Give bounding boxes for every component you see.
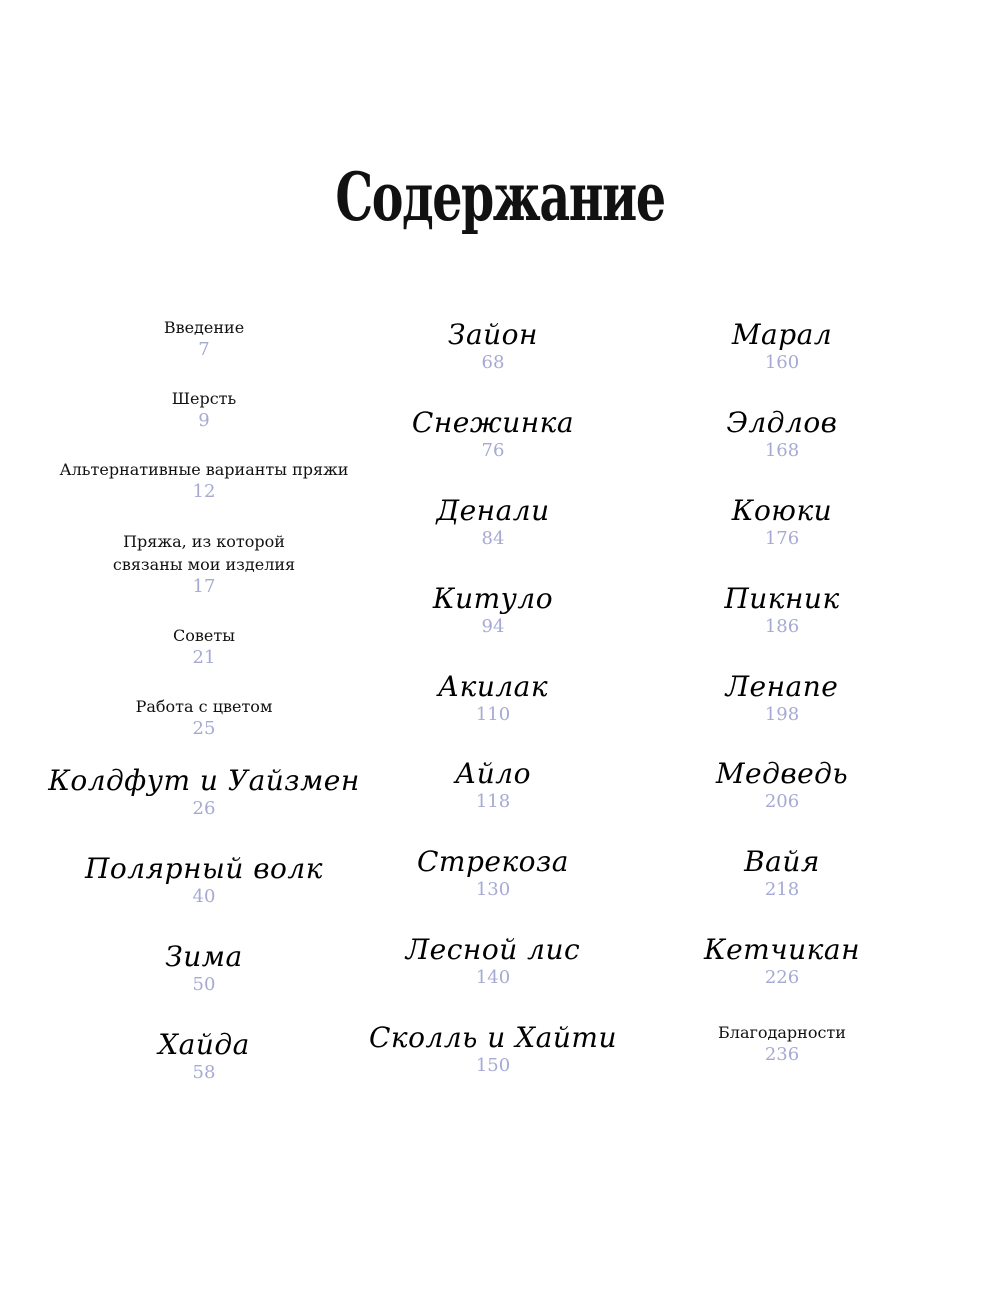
toc-entry-page: 236	[764, 1044, 800, 1065]
toc-entry-page: 118	[475, 791, 511, 812]
toc-entry[interactable]	[632, 406, 932, 462]
toc-entry-page: 226	[764, 967, 800, 988]
toc-entry-page: 17	[192, 576, 216, 597]
toc-entry[interactable]	[343, 406, 643, 462]
toc-entry-title: Лесной лис	[405, 933, 581, 966]
toc-entry[interactable]	[24, 764, 384, 820]
toc-entry-title: Китуло	[432, 582, 554, 615]
toc-entry-title: Колдфут и Уайзмен	[48, 764, 360, 797]
toc-entry[interactable]	[54, 316, 354, 361]
toc-entry[interactable]	[632, 670, 932, 726]
toc-entry-title: Пикник	[724, 582, 840, 615]
toc-entry-title: Айло	[455, 757, 531, 790]
toc-entry[interactable]	[343, 845, 643, 901]
toc-entry-page: 26	[192, 798, 216, 819]
toc-entry[interactable]	[632, 933, 932, 989]
toc-entry[interactable]	[54, 940, 354, 996]
toc-entry[interactable]	[632, 582, 932, 638]
toc-entry-title: Введение	[163, 318, 245, 337]
toc-entry-title: Акилак	[437, 670, 549, 703]
toc-entry-title: Кетчикан	[703, 933, 861, 966]
toc-entry-page: 25	[192, 718, 216, 739]
page-title: Содержание	[335, 158, 665, 236]
toc-entry-page: 94	[481, 616, 505, 637]
toc-entry-title: Ленапе	[725, 670, 839, 703]
toc-entry[interactable]	[632, 757, 932, 813]
toc-entry-page: 186	[764, 616, 800, 637]
toc-entry[interactable]	[54, 387, 354, 432]
toc-entry-page: 218	[764, 879, 800, 900]
toc-entry[interactable]	[632, 1021, 932, 1066]
toc-entry-page: 110	[475, 704, 511, 725]
toc-entry-title: Хайда	[158, 1028, 250, 1061]
toc-entry-title: Вайя	[744, 845, 820, 878]
toc-entry[interactable]	[104, 530, 304, 598]
toc-entry[interactable]	[343, 494, 643, 550]
toc-entry[interactable]	[54, 458, 354, 503]
toc-entry[interactable]	[632, 494, 932, 550]
toc-entry-page: 198	[764, 704, 800, 725]
toc-entry-title: Работа с цветом	[135, 697, 273, 716]
toc-entry[interactable]	[632, 845, 932, 901]
toc-entry-page: 140	[475, 967, 511, 988]
toc-entry-page: 21	[192, 647, 216, 668]
toc-entry-page: 168	[764, 440, 800, 461]
toc-entry-title: Пряжа, из которой связаны мои изделия	[112, 532, 296, 574]
toc-entry-title: Коюки	[731, 494, 833, 527]
toc-entry[interactable]	[54, 1028, 354, 1084]
toc-entry[interactable]	[54, 852, 354, 908]
toc-entry-page: 160	[764, 352, 800, 373]
toc-entry-title: Снежинка	[411, 406, 575, 439]
toc-entry-title: Благодарности	[718, 1023, 846, 1042]
toc-entry-page: 9	[198, 410, 210, 431]
toc-entry-title: Советы	[173, 626, 235, 645]
toc-entry[interactable]	[343, 757, 643, 813]
toc-entry-title: Шерсть	[171, 389, 237, 408]
toc-entry-page: 76	[481, 440, 505, 461]
toc-entry-page: 68	[481, 352, 505, 373]
toc-entry-title: Медведь	[715, 757, 849, 790]
toc-entry-title: Элдлов	[726, 406, 838, 439]
toc-entry-title: Зайон	[448, 318, 538, 351]
toc-entry-page: 150	[475, 1055, 511, 1076]
toc-entry-page: 40	[192, 886, 216, 907]
toc-entry-page: 176	[764, 528, 800, 549]
toc-entry-title: Зима	[165, 940, 243, 973]
toc-entry-title: Полярный волк	[85, 852, 323, 885]
toc-entry[interactable]	[343, 582, 643, 638]
toc-entry[interactable]	[54, 624, 354, 669]
toc-entry-page: 50	[192, 974, 216, 995]
toc-entry-title: Стрекоза	[416, 845, 569, 878]
toc-entry[interactable]	[343, 1021, 643, 1077]
toc-entry[interactable]	[632, 318, 932, 374]
toc-entry-title: Альтернативные варианты пряжи	[59, 460, 349, 479]
toc-entry[interactable]	[54, 695, 354, 740]
toc-entry[interactable]	[343, 318, 643, 374]
toc-entry[interactable]	[343, 933, 643, 989]
toc-entry-page: 12	[192, 481, 216, 502]
toc-entry-page: 206	[764, 791, 800, 812]
toc-entry-page: 58	[192, 1062, 216, 1083]
toc-entry-title: Денали	[436, 494, 550, 527]
toc-entry-title: Сколль и Хайти	[369, 1021, 617, 1054]
toc-entry-page: 130	[475, 879, 511, 900]
toc-entry[interactable]	[343, 670, 643, 726]
toc-entry-title: Марал	[731, 318, 833, 351]
toc-entry-page: 84	[481, 528, 505, 549]
toc-entry-page: 7	[198, 339, 210, 360]
